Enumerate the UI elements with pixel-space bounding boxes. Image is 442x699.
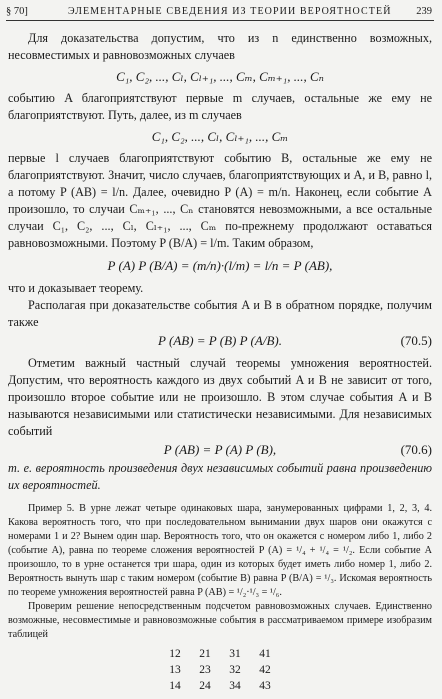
table-cell: 21 — [199, 648, 211, 660]
paragraph-5: Располагая при доказательстве события A и B в обратном порядке, получим также — [8, 298, 432, 329]
formula-cases-m: C₁, C₂, ..., Cₗ, Cₗ₊₁, ..., Cₘ — [151, 129, 289, 144]
equation-number-70-6: (70.6) — [400, 442, 432, 457]
page-number: 239 — [416, 6, 432, 17]
table-cell: 41 — [259, 648, 271, 660]
table-cell: 42 — [259, 664, 271, 676]
formula-70-6 — [8, 440, 432, 460]
table-cell: 34 — [229, 680, 241, 692]
table-cell: 23 — [199, 664, 211, 676]
paragraph-3: первые l случаев благоприятствуют событию B, остальные же ему не благоприятствуют. Значит, число случаев, благоприятствующих и A, и B, равно l, а потому P (AB) = l/n. Далее, очевидно P (A) = m/n. Наконец, если событие A произошло, то случаи Cₘ₊₁, ..., Cₙ становятся невозможными, а все остальные случаи C₁, C₂, ..., Cₗ, Cₗ₊₁, ..., Cₘ по-прежнему продолжают оставаться равновозможными. Поэтому P (B/A) = l/m. Таким образом, — [8, 151, 432, 250]
formula-70-5-expr: P (AB) = P (B) P (A/B). — [158, 333, 282, 348]
equation-number-70-5: (70.5) — [400, 333, 432, 348]
example-5-text: Пример 5. В урне лежат четыре одинаковых шара, занумерованных цифрами 1, 2, 3, 4. Какова вероятность того, что при последовательном вынимании двух шаров они окажутся с номерами 1 и 2? Вынем один шар. Вероятность того, что он окажется с номером либо 1, либо 2 (событие A), равна по теореме сложения вероятностей P (A) = ¹/₄ + ¹/₄ = ¹/₂. Если событие A произошло, то в урне останется три шара, один из которых будет иметь либо номер 1, либо 2. Вероятность вынуть шар с таким номером (событие B) равна P (B/A) = ¹/₃. Искомая вероятность по теореме умножения вероятностей равна P (AB) = ¹/₂·¹/₃ = ¹/₆. — [8, 503, 432, 598]
table-cell: 24 — [199, 680, 211, 692]
table-cell: 32 — [229, 664, 241, 676]
formula-70-6-expr: P (AB) = P (A) P (B), — [163, 442, 277, 457]
table-cell: 14 — [169, 680, 181, 692]
running-header — [6, 6, 434, 21]
table-row — [160, 680, 280, 696]
paragraph-4: что и доказывает теорему. — [8, 281, 144, 295]
table-cell: 43 — [259, 680, 271, 692]
example-5-check: Проверим решение непосредственным подсчетом равновозможных случаев. Единственно возможные, несовместимые и равновозможные события в рассматриваемом примере изобразим таблицей — [8, 601, 432, 640]
paragraph-1: Для доказательства допустим, что из n единственно возможных, несовместимых и равновозможных случаев — [8, 31, 432, 62]
running-title: ЭЛЕМЕНТАРНЫЕ СВЕДЕНИЯ ИЗ ТЕОРИИ ВЕРОЯТНОСТЕЙ — [68, 6, 392, 17]
paragraph-2: событию A благоприятствуют первые m случаев, остальные же ему не благоприятствуют. Путь, далее, из m случаев — [8, 91, 432, 122]
page-body — [8, 30, 432, 696]
section-number: § 70] — [6, 6, 28, 17]
formula-cases-n: C₁, C₂, ..., Cₗ, Cₗ₊₁, ..., Cₘ, Cₘ₊₁, ..., Cₙ — [116, 69, 324, 84]
outcomes-table-wrap — [8, 642, 432, 696]
table-cell: 13 — [169, 664, 181, 676]
paragraph-7: т. е. вероятность произведения двух независимых событий равна произведению их вероятностей. — [8, 461, 432, 492]
outcomes-table — [160, 648, 280, 696]
table-cell: 12 — [169, 648, 181, 660]
table-row — [160, 664, 280, 680]
formula-product: P (A) P (B/A) = (m/n)·(l/m) = l/n = P (AB), — [107, 258, 333, 273]
paragraph-6: Отметим важный частный случай теоремы умножения вероятностей. Допустим, что вероятность каждого из двух событий A и B не зависит от того, произошло второе событие или не произошло. В этом случае события A и B называются независимыми или статистически независимыми. Для независимых событий — [8, 356, 432, 438]
formula-70-5 — [8, 331, 432, 351]
table-row — [160, 648, 280, 664]
table-cell: 31 — [229, 648, 241, 660]
